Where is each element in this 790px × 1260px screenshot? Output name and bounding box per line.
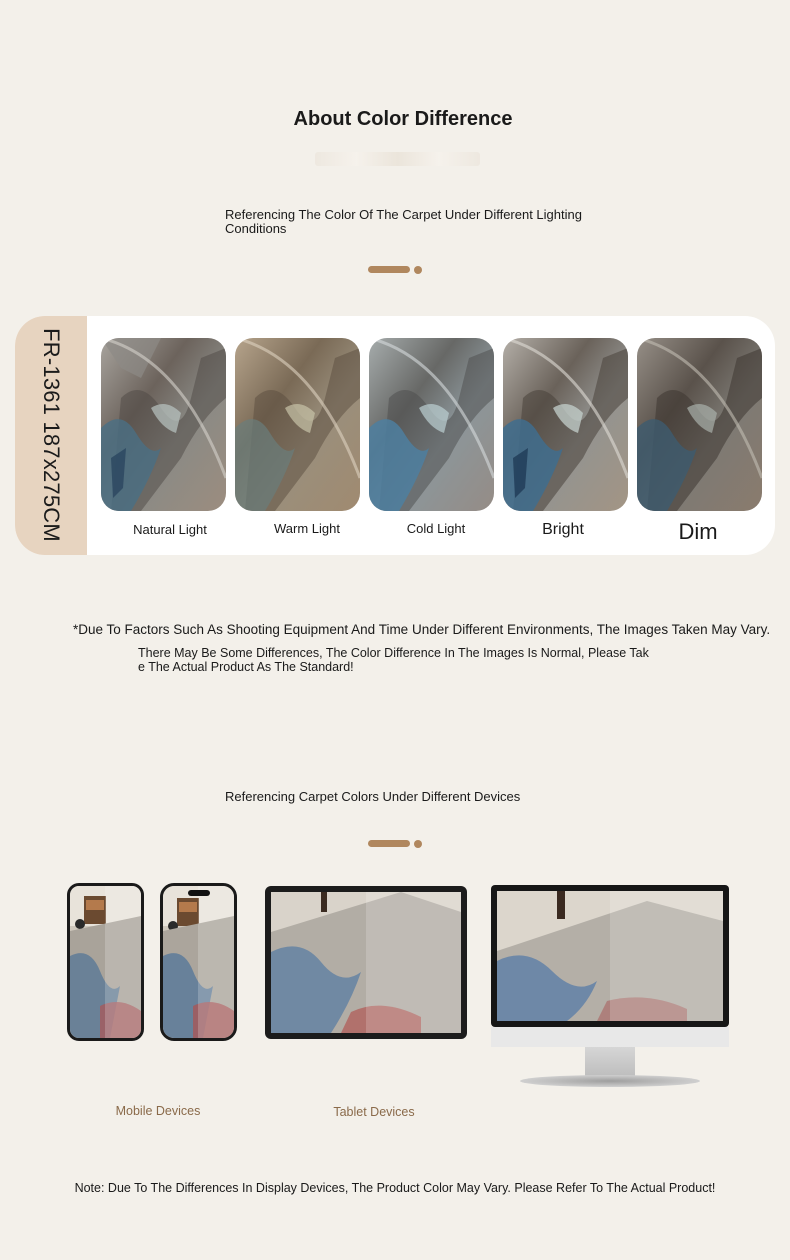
tablet-devices-label: Tablet Devices <box>333 1105 415 1119</box>
product-size-tag <box>15 316 87 555</box>
product-code: FR-1361 187x275CM <box>39 328 64 542</box>
lighting-label-bright: Bright <box>542 521 584 538</box>
page-title: About Color Difference <box>293 108 513 130</box>
devices-heading: Referencing Carpet Colors Under Different Devices <box>225 789 521 804</box>
carpet-swatch-dim <box>637 338 762 511</box>
mobile-devices-label: Mobile Devices <box>115 1104 201 1118</box>
lighting-label-warm: Warm Light <box>274 521 340 536</box>
mobile-device-2 <box>160 883 237 1041</box>
monitor-chin <box>491 1027 729 1047</box>
device-color-note: Note: Due To The Differences In Display Devices, The Product Color May Vary. Please Refer To The Actual Product! <box>74 1181 716 1195</box>
carpet-swatch-bright <box>503 338 628 511</box>
carpet-swatch-cold <box>369 338 494 511</box>
carpet-swatch-warm <box>235 338 360 511</box>
lighting-label-cold: Cold Light <box>406 521 466 536</box>
tablet-device <box>265 886 467 1039</box>
desktop-monitor <box>491 885 729 1027</box>
monitor-stand <box>585 1047 635 1077</box>
lighting-label-natural: Natural Light <box>133 522 207 537</box>
lighting-subtitle: Referencing The Color Of The Carpet Under Different Lighting Conditions <box>225 207 582 236</box>
title-decoration <box>315 152 480 166</box>
lighting-comparison-panel <box>15 316 775 555</box>
disclaimer-line-2: There May Be Some Differences, The Color Difference In The Images Is Normal, Please Take The Actual Product As The Standard! <box>138 646 649 674</box>
disclaimer-line-1: *Due To Factors Such As Shooting Equipment And Time Under Different Environments, The Images Taken May Vary. <box>73 622 771 637</box>
lighting-label-dim: Dim <box>678 519 718 544</box>
monitor-base <box>520 1075 700 1087</box>
mobile-device-1 <box>67 883 144 1041</box>
carpet-swatch-natural <box>101 338 226 511</box>
